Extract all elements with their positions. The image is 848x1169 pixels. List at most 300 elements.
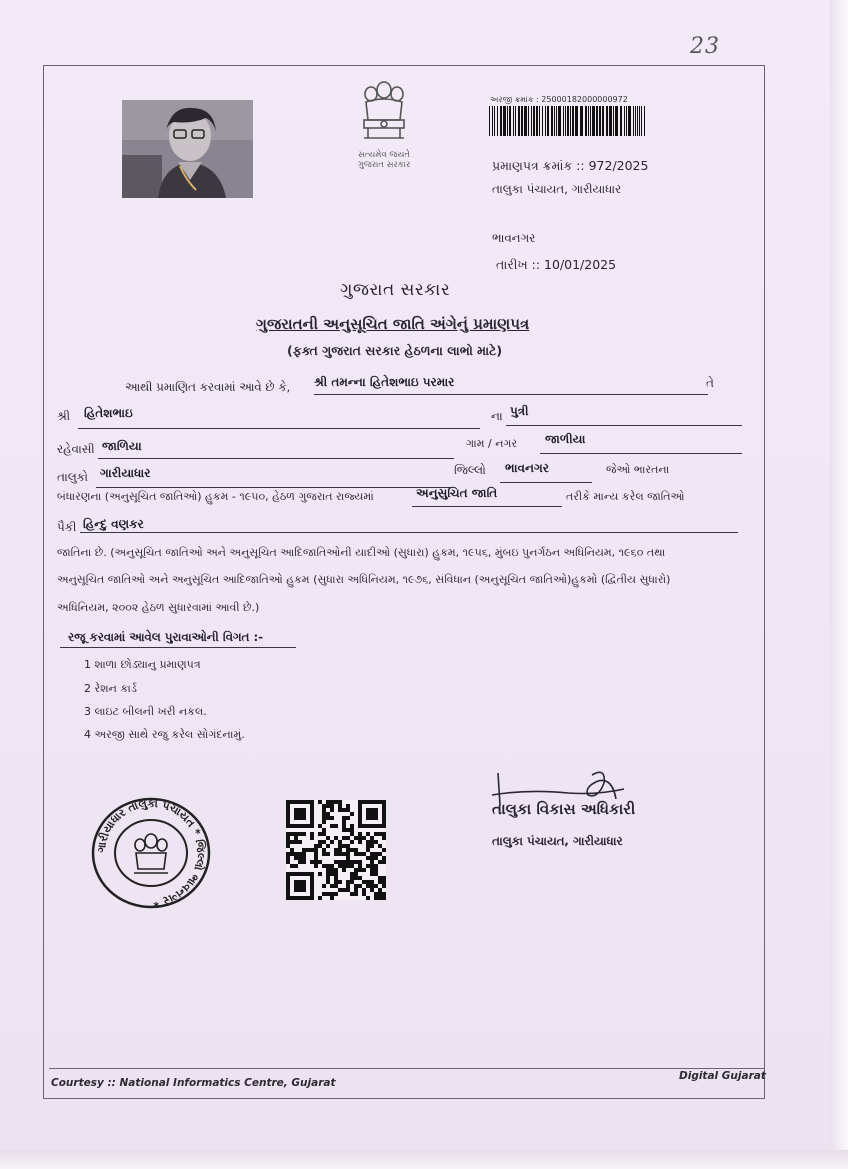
- qr-module: [350, 840, 354, 844]
- barcode-bar: [644, 106, 645, 136]
- legal-paragraph-line-2: અનુસૂચિત જાતિઓ અને અનુસૂચિત આદિજાતિઓ હુકમ (સુધારા અધિનિયમ, ૧૯૭૬, સંવિધાન (અનુસૂચિત જાતિઓ)હુકમો (દ્વિતીય સુધારો): [57, 573, 671, 586]
- taluka-underline: [96, 487, 450, 488]
- qr-module: [346, 888, 350, 892]
- qr-module: [350, 860, 354, 864]
- qr-module: [346, 880, 350, 884]
- barcode-bar: [565, 106, 566, 136]
- qr-module: [322, 804, 326, 808]
- barcode-bar: [547, 106, 549, 136]
- qr-module: [362, 892, 366, 896]
- qr-module: [322, 812, 326, 816]
- qr-module: [326, 800, 330, 804]
- qr-module: [382, 896, 386, 900]
- qr-module: [318, 832, 322, 836]
- seal-emblem-icon: [134, 834, 168, 873]
- qr-module: [370, 872, 374, 876]
- barcode-bar: [633, 106, 634, 136]
- qr-module: [318, 896, 322, 900]
- verification-qr-code: [286, 800, 386, 900]
- qr-module: [378, 896, 382, 900]
- qr-module: [374, 884, 378, 888]
- qr-module: [322, 848, 326, 852]
- barcode-bar: [599, 106, 601, 136]
- barcode-bar: [545, 106, 546, 136]
- issuing-district: ભાવનગર: [492, 231, 536, 245]
- certify-suffix: તે: [706, 376, 714, 390]
- qr-module: [330, 892, 334, 896]
- barcode-bar: [639, 106, 640, 136]
- qr-module: [314, 856, 318, 860]
- qr-module: [350, 824, 354, 828]
- district-suffix: જેઓ ભારતના: [606, 463, 670, 476]
- qr-module: [290, 840, 294, 844]
- qr-module: [366, 832, 370, 836]
- certify-prefix: આથી પ્રમાણિત કરવામાં આવે છે કે,: [125, 380, 291, 394]
- qr-module: [342, 836, 346, 840]
- barcode-bar: [528, 106, 529, 136]
- digital-gujarat-text: Digital Gujarat: [679, 1070, 766, 1082]
- qr-module: [350, 864, 354, 868]
- qr-module: [342, 808, 346, 812]
- qr-module: [338, 804, 342, 808]
- qr-module: [338, 800, 342, 804]
- district: ભાવનગર: [505, 461, 549, 475]
- qr-module: [298, 852, 302, 856]
- qr-module: [362, 852, 366, 856]
- qr-finder: [366, 808, 378, 820]
- barcode-bar: [572, 106, 574, 136]
- village: જાળીયા: [545, 432, 586, 446]
- qr-module: [366, 848, 370, 852]
- qr-module: [334, 868, 338, 872]
- barcode-bar: [563, 106, 564, 136]
- qr-module: [378, 832, 382, 836]
- barcode-bar: [609, 106, 612, 136]
- barcode-bar: [507, 106, 508, 136]
- qr-module: [322, 820, 326, 824]
- state-emblem: [348, 76, 420, 176]
- qr-module: [350, 880, 354, 884]
- qr-module: [290, 852, 294, 856]
- qr-module: [322, 884, 326, 888]
- qr-module: [342, 852, 346, 856]
- qr-module: [346, 864, 350, 868]
- barcode-bar: [635, 106, 636, 136]
- qr-module: [322, 808, 326, 812]
- qr-module: [334, 892, 338, 896]
- qr-module: [378, 892, 382, 896]
- qr-module: [330, 800, 334, 804]
- qr-module: [354, 872, 358, 876]
- resident-underline: [98, 458, 454, 459]
- taluka: ગારીયાધાર: [100, 466, 151, 480]
- relation: પુત્રી: [510, 404, 529, 418]
- barcode-bar: [533, 106, 535, 136]
- qr-module: [382, 836, 386, 840]
- qr-module: [286, 852, 290, 856]
- qr-module: [350, 876, 354, 880]
- qr-module: [374, 872, 378, 876]
- barcode-bar: [536, 106, 538, 136]
- qr-module: [286, 832, 290, 836]
- qr-module: [370, 836, 374, 840]
- caste: હિન્દુ વણકર: [83, 517, 144, 531]
- barcode-bar: [570, 106, 571, 136]
- qr-module: [370, 840, 374, 844]
- qr-module: [374, 840, 378, 844]
- qr-module: [370, 860, 374, 864]
- evidence-item: 1 શાળા છોડ્યાનુ પ્રમાણપત્ર: [84, 658, 201, 671]
- qr-module: [290, 832, 294, 836]
- qr-module: [306, 848, 310, 852]
- qr-module: [354, 868, 358, 872]
- qr-module: [346, 848, 350, 852]
- qr-module: [326, 864, 330, 868]
- qr-module: [354, 852, 358, 856]
- qr-module: [358, 832, 362, 836]
- father-name: હિતેશભાઇ: [84, 406, 133, 420]
- qr-module: [326, 816, 330, 820]
- qr-module: [342, 888, 346, 892]
- qr-module: [370, 856, 374, 860]
- qr-finder: [294, 880, 306, 892]
- qr-module: [294, 864, 298, 868]
- qr-module: [366, 880, 370, 884]
- qr-module: [362, 888, 366, 892]
- scan-bottom-edge: [0, 1150, 848, 1169]
- qr-module: [378, 852, 382, 856]
- qr-module: [378, 880, 382, 884]
- barcode-bar: [492, 106, 493, 136]
- qr-module: [354, 848, 358, 852]
- qr-module: [346, 852, 350, 856]
- qr-module: [358, 884, 362, 888]
- qr-module: [310, 848, 314, 852]
- evidence-item: 2 રેશન કાર્ડ: [84, 682, 137, 695]
- resident-place: જાળિયા: [102, 439, 142, 453]
- qr-module: [366, 864, 370, 868]
- barcode-bar: [515, 106, 516, 136]
- qr-module: [358, 860, 362, 864]
- qr-finder: [294, 808, 306, 820]
- qr-module: [358, 864, 362, 868]
- barcode-bar: [637, 106, 638, 136]
- qr-module: [354, 884, 358, 888]
- qr-module: [346, 828, 350, 832]
- qr-module: [330, 824, 334, 828]
- qr-module: [382, 860, 386, 864]
- qr-module: [338, 888, 342, 892]
- name-underline: [314, 394, 708, 395]
- qr-module: [382, 848, 386, 852]
- seal-ring-text: ગારીયાધાર તાલુકા પંચાયત * જિલ્લો ભાવનગર *: [94, 797, 208, 909]
- qr-module: [298, 856, 302, 860]
- qr-module: [330, 808, 334, 812]
- qr-module: [286, 860, 290, 864]
- barcode-bar: [575, 106, 578, 136]
- qr-module: [330, 868, 334, 872]
- relation-label: ના: [491, 409, 503, 423]
- qr-module: [334, 884, 338, 888]
- taluka-label: તાલુકો: [57, 470, 88, 484]
- qr-module: [382, 832, 386, 836]
- resident-label: રહેવાસી: [57, 442, 95, 456]
- qr-module: [382, 884, 386, 888]
- legal-paragraph-line-1: જાતિના છે. (અનુસૂચિત જાતિઓ અને અનુસૂચિત આદિજાતિઓની યાદીઓ (સુધારા) હુકમ, ૧૯૫૬, મુંબઇ પુનર્ગઠન અધિનિયમ, ૧૯૬૦ તથા: [57, 546, 666, 559]
- qr-module: [338, 844, 342, 848]
- qr-module: [322, 816, 326, 820]
- qr-module: [374, 864, 378, 868]
- qr-module: [302, 852, 306, 856]
- qr-module: [314, 848, 318, 852]
- qr-module: [358, 840, 362, 844]
- qr-module: [318, 844, 322, 848]
- qr-module: [382, 876, 386, 880]
- ashoka-emblem-icon: [354, 76, 414, 146]
- among-label: પૈકી: [57, 520, 77, 534]
- qr-module: [342, 828, 346, 832]
- qr-module: [378, 844, 382, 848]
- qr-module: [354, 836, 358, 840]
- qr-module: [322, 832, 326, 836]
- qr-module: [330, 816, 334, 820]
- qr-module: [346, 816, 350, 820]
- barcode-bar: [513, 106, 514, 136]
- qr-module: [334, 848, 338, 852]
- qr-module: [342, 864, 346, 868]
- qr-module: [334, 852, 338, 856]
- qr-module: [326, 892, 330, 896]
- qr-module: [338, 808, 342, 812]
- scan-edge: [830, 0, 848, 1169]
- qr-module: [286, 856, 290, 860]
- evidence-item: 4 અરજી સાથે રજુ કરેલ સોગંદનામું.: [84, 728, 245, 741]
- applicant-photo: [122, 100, 253, 198]
- qr-module: [374, 892, 378, 896]
- emblem-caption-2: ગુજરાત સરકાર: [357, 160, 411, 170]
- shri-label: શ્રી: [57, 409, 70, 423]
- evidence-item: 3 લાઇટ બીલની ખરી નકલ.: [84, 705, 207, 718]
- office-seal: [90, 797, 212, 909]
- barcode-bar: [620, 106, 622, 136]
- qr-module: [338, 852, 342, 856]
- qr-module: [346, 808, 350, 812]
- barcode-bar: [509, 106, 511, 136]
- qr-module: [342, 868, 346, 872]
- qr-module: [350, 812, 354, 816]
- qr-module: [286, 836, 290, 840]
- qr-module: [294, 856, 298, 860]
- qr-module: [370, 880, 374, 884]
- barcode-bar: [554, 106, 555, 136]
- qr-module: [334, 836, 338, 840]
- qr-module: [322, 852, 326, 856]
- village-underline: [540, 453, 742, 454]
- qr-module: [330, 872, 334, 876]
- qr-module: [370, 868, 374, 872]
- emblem-caption-1: સત્યમેવ જયતે: [357, 150, 411, 160]
- barcode-bar: [494, 106, 495, 136]
- qr-module: [330, 840, 334, 844]
- qr-module: [338, 848, 342, 852]
- footer-rule: [49, 1068, 765, 1069]
- qr-module: [338, 880, 342, 884]
- qr-module: [326, 876, 330, 880]
- barcode-bar: [585, 106, 587, 136]
- qr-module: [374, 832, 378, 836]
- qr-module: [350, 848, 354, 852]
- qr-module: [366, 844, 370, 848]
- recognised-text: તરીકે માન્ય કરેલ જાતિઓ: [566, 490, 685, 503]
- qr-module: [378, 860, 382, 864]
- qr-module: [366, 884, 370, 888]
- government-title: ગુજરાત સરકાર: [340, 280, 451, 300]
- barcode-bar: [556, 106, 557, 136]
- qr-module: [310, 860, 314, 864]
- qr-module: [314, 864, 318, 868]
- qr-module: [330, 804, 334, 808]
- qr-module: [330, 884, 334, 888]
- barcode-bar: [531, 106, 532, 136]
- qr-module: [342, 816, 346, 820]
- qr-module: [322, 840, 326, 844]
- courtesy-text: Courtesy :: National Informatics Centre, Gujarat: [51, 1077, 336, 1089]
- barcode-bar: [497, 106, 498, 136]
- qr-module: [294, 840, 298, 844]
- qr-module: [342, 824, 346, 828]
- qr-module: [334, 880, 338, 884]
- qr-module: [366, 840, 370, 844]
- qr-module: [362, 880, 366, 884]
- qr-module: [374, 868, 378, 872]
- qr-module: [342, 844, 346, 848]
- barcode: [489, 106, 647, 136]
- qr-module: [294, 836, 298, 840]
- qr-module: [326, 880, 330, 884]
- qr-module: [334, 800, 338, 804]
- qr-module: [370, 884, 374, 888]
- qr-module: [326, 836, 330, 840]
- qr-module: [334, 872, 338, 876]
- qr-module: [346, 856, 350, 860]
- qr-module: [370, 844, 374, 848]
- qr-module: [358, 852, 362, 856]
- barcode-bar: [626, 106, 627, 136]
- qr-module: [370, 864, 374, 868]
- qr-module: [326, 812, 330, 816]
- district-underline: [500, 482, 592, 483]
- qr-module: [326, 804, 330, 808]
- qr-module: [354, 860, 358, 864]
- barcode-bar: [592, 106, 595, 136]
- qr-module: [298, 860, 302, 864]
- issuing-office: તાલુકા પંચાયત, ગારીયાધાર: [492, 182, 622, 196]
- qr-module: [342, 820, 346, 824]
- barcode-bar: [503, 106, 506, 136]
- application-number: અરજી ક્રમાંક : 25000182000000972: [490, 95, 628, 104]
- qr-module: [318, 872, 322, 876]
- qr-module: [374, 896, 378, 900]
- qr-module: [350, 832, 354, 836]
- village-label: ગામ / નગર: [466, 437, 518, 450]
- barcode-bar: [518, 106, 520, 136]
- qr-module: [358, 868, 362, 872]
- qr-module: [354, 876, 358, 880]
- barcode-bar: [500, 106, 502, 136]
- barcode-bar: [602, 106, 604, 136]
- qr-module: [366, 896, 370, 900]
- barcode-bar: [641, 106, 642, 136]
- applicant-name: શ્રી તમન્ના હિતેશભાઇ પરમાર: [314, 375, 455, 389]
- qr-module: [302, 860, 306, 864]
- barcode-bar: [628, 106, 631, 136]
- qr-module: [346, 884, 350, 888]
- qr-module: [302, 848, 306, 852]
- qr-module: [378, 876, 382, 880]
- qr-module: [382, 880, 386, 884]
- qr-module: [294, 832, 298, 836]
- qr-module: [358, 836, 362, 840]
- qr-module: [286, 840, 290, 844]
- qr-module: [334, 876, 338, 880]
- category: અનુસુચિત જાતિ: [416, 486, 498, 500]
- qr-module: [318, 824, 322, 828]
- qr-module: [382, 856, 386, 860]
- qr-module: [350, 892, 354, 896]
- legal-paragraph-line-3: અધિનિયમ, ૨૦૦૨ હેઠળ સુધારવામાં આવી છે.): [57, 601, 260, 614]
- qr-module: [302, 832, 306, 836]
- barcode-bar: [539, 106, 540, 136]
- caste-underline: [80, 532, 738, 533]
- barcode-bar: [580, 106, 583, 136]
- qr-module: [374, 852, 378, 856]
- qr-module: [366, 856, 370, 860]
- qr-module: [350, 872, 354, 876]
- constitution-text: બંધારણના (અનુસૂચિત જાતિઓ) હુકમ - ૧૯૫૦, હેઠળ ગુજરાત રાજ્યમાં: [57, 490, 374, 503]
- qr-module: [314, 844, 318, 848]
- qr-module: [362, 836, 366, 840]
- qr-module: [338, 860, 342, 864]
- qr-module: [322, 828, 326, 832]
- qr-module: [374, 856, 378, 860]
- qr-module: [314, 860, 318, 864]
- qr-module: [382, 892, 386, 896]
- certificate-title: ગુજરાતની અનુસૂચિત જાતિ અંગેનું પ્રમાણપત્ર: [256, 315, 530, 333]
- qr-module: [378, 888, 382, 892]
- qr-module: [326, 852, 330, 856]
- qr-module: [322, 864, 326, 868]
- qr-module: [346, 844, 350, 848]
- qr-module: [342, 860, 346, 864]
- qr-module: [354, 888, 358, 892]
- barcode-bar: [521, 106, 523, 136]
- qr-module: [350, 828, 354, 832]
- evidence-heading: રજૂ કરવામાં આવેલ પુરાવાઓની વિગત :-: [68, 630, 264, 644]
- barcode-bar: [567, 106, 569, 136]
- qr-module: [358, 876, 362, 880]
- barcode-bar: [551, 106, 553, 136]
- qr-module: [318, 860, 322, 864]
- barcode-bar: [624, 106, 625, 136]
- barcode-bar: [613, 106, 614, 136]
- issue-date: તારીખ :: 10/01/2025: [496, 257, 617, 272]
- barcode-bar: [524, 106, 527, 136]
- barcode-bar: [588, 106, 589, 136]
- qr-module: [334, 824, 338, 828]
- qr-module: [318, 840, 322, 844]
- qr-module: [298, 840, 302, 844]
- qr-module: [290, 848, 294, 852]
